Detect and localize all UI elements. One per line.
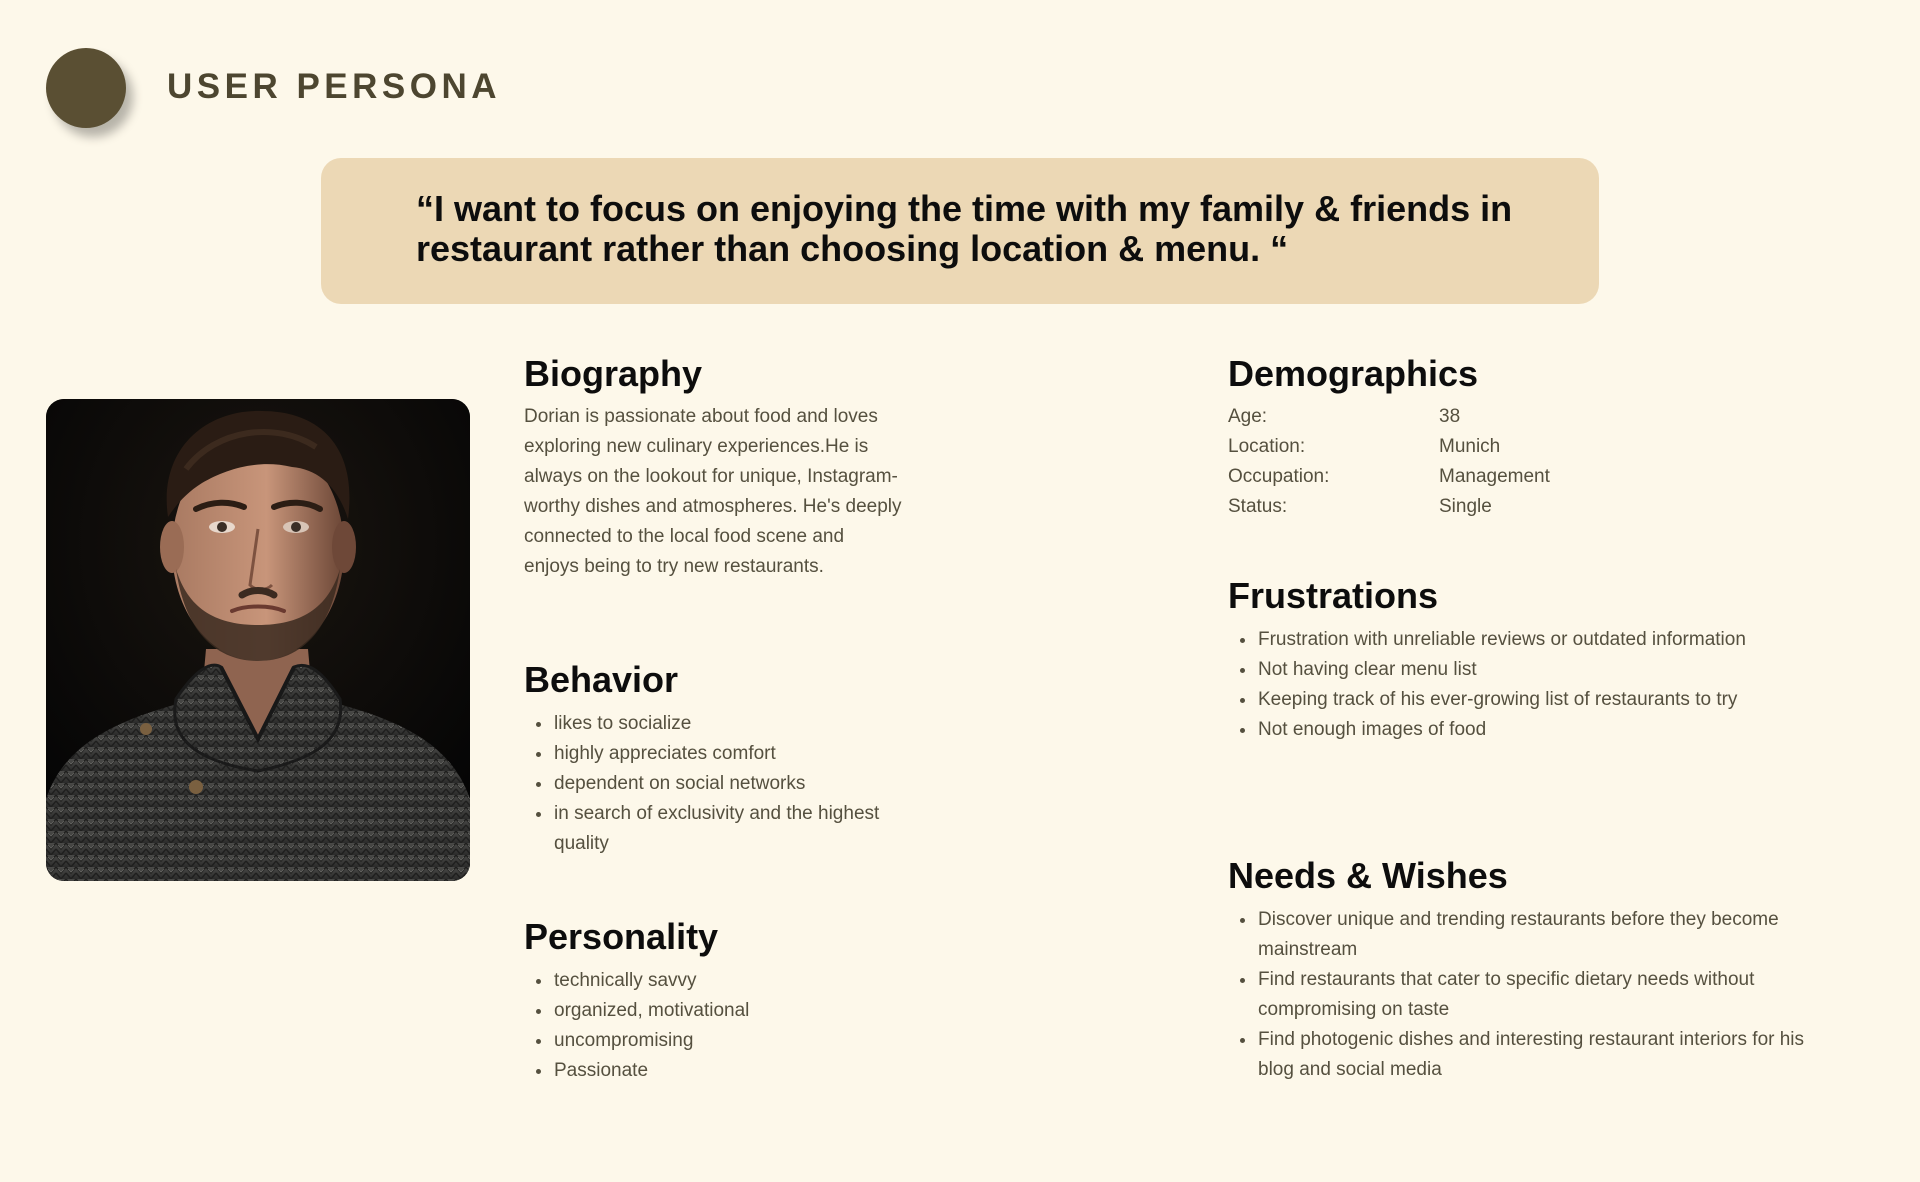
frustrations-item: Frustration with unreliable reviews or outdated information xyxy=(1228,625,1758,655)
page-title: USER PERSONA xyxy=(167,67,502,106)
personality-item: uncompromising xyxy=(524,1026,924,1056)
personality-item: technically savvy xyxy=(524,966,924,996)
frustrations-item: Not enough images of food xyxy=(1228,715,1758,745)
frustrations-item: Not having clear menu list xyxy=(1228,655,1758,685)
demographics-value-occupation: Management xyxy=(1439,466,1550,487)
frustrations-list xyxy=(1228,625,1758,745)
quote-text: “I want to focus on enjoying the time with my family & friends in restaurant rather than choosing location & menu. “ xyxy=(416,188,1513,269)
behavior-item: dependent on social networks xyxy=(524,769,924,799)
persona-photo-icon xyxy=(46,399,470,881)
needs-list xyxy=(1228,905,1828,1085)
needs-item: Find photogenic dishes and interesting restaurant interiors for his blog and social media xyxy=(1228,1025,1828,1085)
demographics-value-age: 38 xyxy=(1439,406,1461,427)
demographics-value-location: Munich xyxy=(1439,436,1501,457)
personality-item: organized, motivational xyxy=(524,996,924,1026)
demographics-label-occupation: Occupation: xyxy=(1228,466,1330,487)
frustrations-item: Keeping track of his ever-growing list of restaurants to try xyxy=(1228,685,1758,715)
behavior-item: highly appreciates comfort xyxy=(524,739,924,769)
logo-circle xyxy=(46,48,126,128)
biography-text: Dorian is passionate about food and loves exploring new culinary experiences.He is always on the lookout for unique, Instagram-worthy dishes and atmospheres. He's deeply connected to the local food scene and enjoys being to try new restaurants. xyxy=(524,406,902,577)
needs-heading: Needs & Wishes xyxy=(1228,855,1508,896)
behavior-heading: Behavior xyxy=(524,659,679,700)
personality-list xyxy=(524,966,924,1086)
needs-section xyxy=(1228,854,1828,1085)
frustrations-heading: Frustrations xyxy=(1228,575,1439,616)
demographics-label-status: Status: xyxy=(1228,496,1288,517)
biography-section xyxy=(524,352,904,582)
behavior-item: likes to socialize xyxy=(524,709,924,739)
needs-item: Find restaurants that cater to specific dietary needs without compromising on taste xyxy=(1228,965,1828,1025)
persona-photo xyxy=(46,399,470,881)
personality-item: Passionate xyxy=(524,1056,924,1086)
demographics-label-location: Location: xyxy=(1228,436,1306,457)
demographics-section xyxy=(1228,352,1748,522)
demographics-label-age: Age: xyxy=(1228,406,1268,427)
behavior-section xyxy=(524,658,924,859)
personality-section xyxy=(524,915,924,1086)
personality-heading: Personality xyxy=(524,916,719,957)
demographics-value-status: Single xyxy=(1439,496,1492,517)
needs-item: Discover unique and trending restaurants before they become mainstream xyxy=(1228,905,1828,965)
frustrations-section xyxy=(1228,574,1758,745)
demographics-heading: Demographics xyxy=(1228,353,1479,394)
quote-banner xyxy=(321,158,1599,304)
behavior-item: in search of exclusivity and the highest quality xyxy=(524,799,924,859)
behavior-list xyxy=(524,709,924,859)
biography-heading: Biography xyxy=(524,353,703,394)
demographics-table xyxy=(1228,402,1748,522)
